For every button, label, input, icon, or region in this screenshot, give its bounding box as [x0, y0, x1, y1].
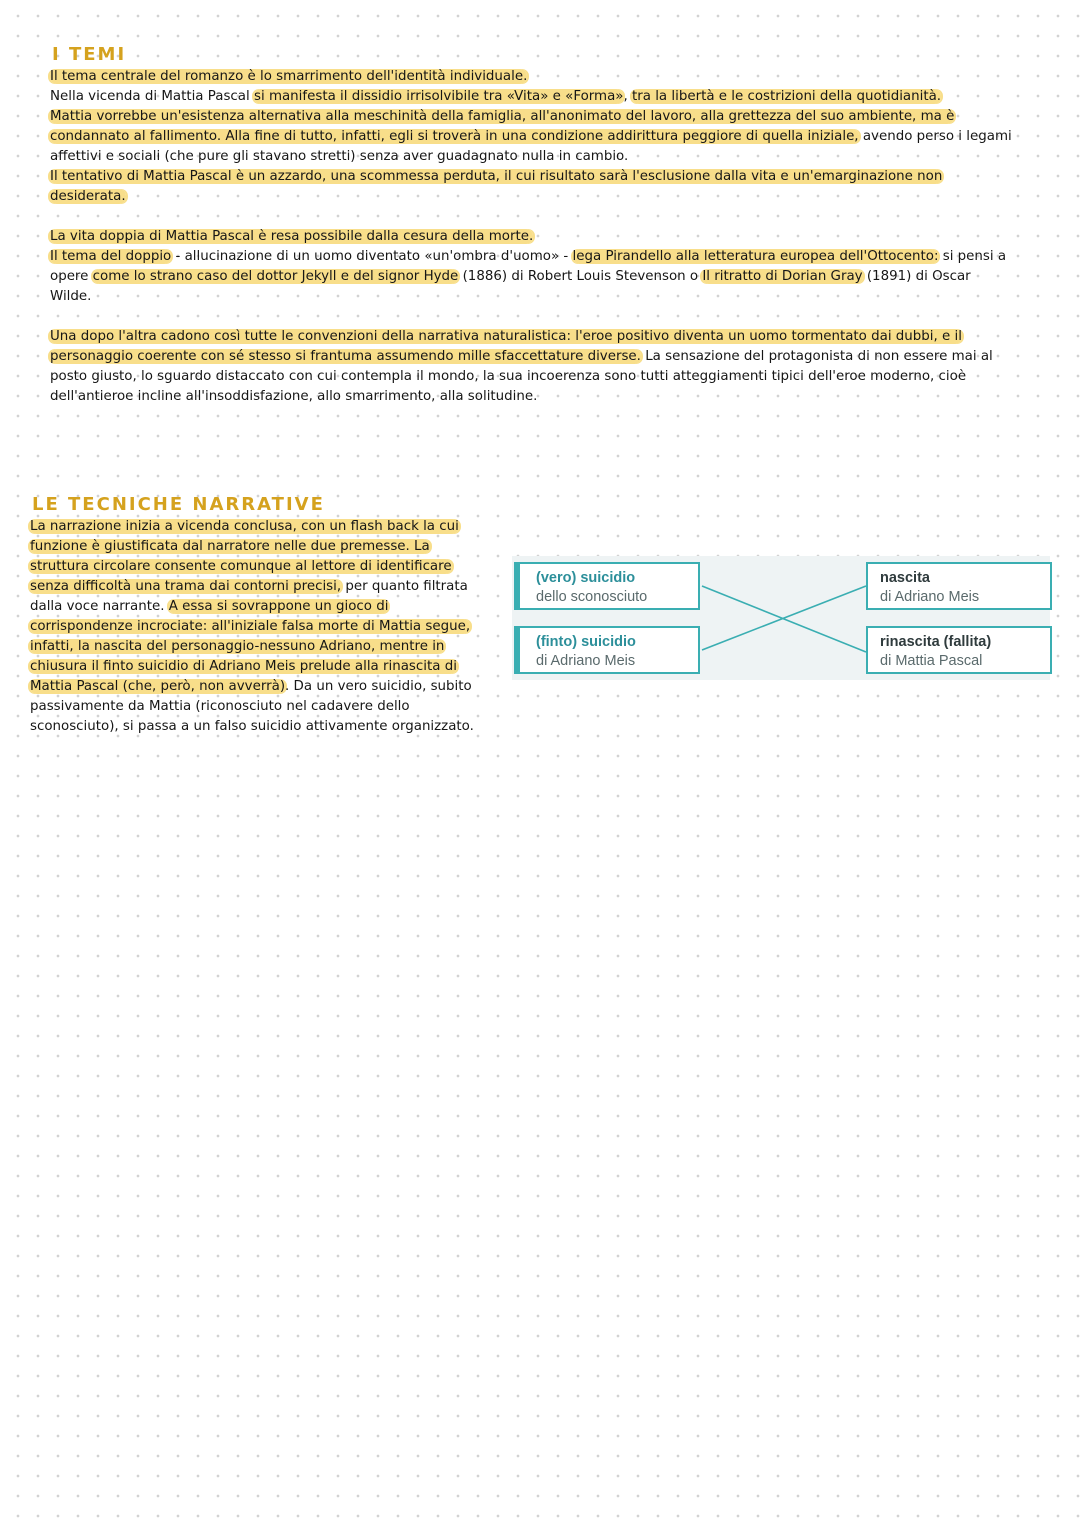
temi-paragraph-5	[50, 227, 1012, 247]
box-subtitle: di Adriano Meis	[536, 653, 636, 669]
highlight: si manifesta il dissidio irrisolvibile tra «Vita» e «Forma»	[253, 89, 624, 104]
box-title: (finto) suicidio	[536, 634, 636, 650]
text-run: - allucinazione di un uomo diventato «un'ombra d'uomo» -	[171, 249, 573, 264]
highlight: La narrazione inizia a vicenda conclusa, con un flash back la cui funzione è giustificata dal narratore nelle due premesse. La struttura circolare consente comunque al lettore di identificare senza difficoltà una trama dai contorni precisi,	[30, 519, 459, 594]
text-run: (1886) di Robert Louis Stevenson o	[458, 269, 703, 284]
box-title: rinascita (fallita)	[880, 634, 992, 650]
highlight: Il ritratto di Dorian Gray	[702, 269, 863, 284]
text-run: (1891) di Oscar Wilde.	[50, 269, 971, 304]
suicide-birth-diagram	[512, 556, 1050, 680]
temi-paragraph-2	[50, 87, 1012, 107]
temi-paragraph-7	[50, 327, 1012, 407]
spacer	[50, 207, 1012, 227]
text-run: La sensazione del protagonista di non essere mai al posto giusto, lo sguardo distaccato con cui contempla il mondo, la sua incoerenza sono tutti atteggiamenti tipici dell'eroe moderno, cioè dell'antieroe incline all'insoddisfazione, allo smarrimento, alla solitudine.	[50, 349, 993, 404]
highlight: lega Pirandello alla letteratura europea dell'Ottocento:	[572, 249, 939, 264]
box-finto-suicidio	[514, 626, 700, 674]
highlight: come lo strano caso del dottor Jekyll e del signor Hyde	[92, 269, 459, 284]
text-run: ,	[623, 89, 632, 104]
tecniche-paragraph-1	[30, 517, 492, 737]
temi-paragraph-6	[50, 247, 1012, 307]
text-run: per quanto filtrata dalla voce narrante.	[30, 579, 468, 614]
spacer	[50, 307, 1012, 327]
temi-paragraph-3	[50, 107, 1012, 167]
box-nascita	[866, 562, 1052, 610]
highlight: A essa si sovrappone un gioco di corrispondenze incrociate: all'iniziale falsa morte di Mattia segue, infatti, la nascita del personaggio-nessuno Adriano, mentre in chiusura il finto suicidio di Adriano Meis prelude alla rinascita di Mattia Pascal (che, però, non avverrà)	[30, 599, 471, 694]
highlight: Il tema del doppio	[50, 249, 172, 264]
box-subtitle: di Mattia Pascal	[880, 653, 983, 669]
highlight: Una dopo l'altra cadono così tutte le convenzioni della narrativa naturalistica: l'eroe positivo diventa un uomo tormentato dai dubbi, e il personaggio coerente con sé stesso si frantuma assumendo mille sfaccettature diverse.	[50, 329, 962, 364]
box-vero-suicidio	[514, 562, 700, 610]
box-subtitle: dello sconosciuto	[536, 589, 648, 605]
highlight: Il tentativo di Mattia Pascal è un azzardo, una scommessa perduta, il cui risultato sarà l'esclusione dalla vita e un'emarginazione non desiderata.	[50, 169, 943, 204]
box-subtitle: di Adriano Meis	[880, 589, 980, 605]
box-title: (vero) suicidio	[536, 570, 636, 586]
highlight: Il tema centrale del romanzo è lo smarrimento dell'identità individuale.	[50, 69, 528, 84]
text-run: si pensi a opere	[50, 249, 1007, 284]
section-heading-tecniche: LE TECNICHE NARRATIVE	[32, 494, 325, 515]
highlight: La vita doppia di Mattia Pascal è resa possibile dalla cesura della morte.	[50, 229, 534, 244]
temi-paragraph-1	[50, 67, 1012, 87]
temi-text	[50, 67, 1012, 407]
temi-paragraph-4	[50, 167, 1012, 207]
highlight: Mattia vorrebbe un'esistenza alternativa alla meschinità della famiglia, all'anonimato del lavoro, alla grettezza del suo ambiente, ma è condannato al fallimento. Alla fine di tutto, infatti, egli si troverà in una condizione addirittura peggiore di quella iniziale,	[50, 109, 955, 144]
tecniche-text	[30, 517, 492, 737]
box-rinascita	[866, 626, 1052, 674]
text-run: avendo perso i legami affettivi e sociali (che pure gli stavano stretti) senza aver guadagnato nulla in cambio.	[50, 129, 1012, 164]
text-run: Nella vicenda di Mattia Pascal	[50, 89, 254, 104]
box-title: nascita	[880, 570, 930, 586]
section-heading-temi: I TEMI	[52, 44, 127, 65]
highlight: tra la libertà e le costrizioni della quotidianità.	[631, 89, 942, 104]
text-run: . Da un vero suicidio, subito passivamente da Mattia (riconosciuto nel cadavere dello sconosciuto), si passa a un falso suicidio attivamente organizzato.	[30, 679, 474, 734]
